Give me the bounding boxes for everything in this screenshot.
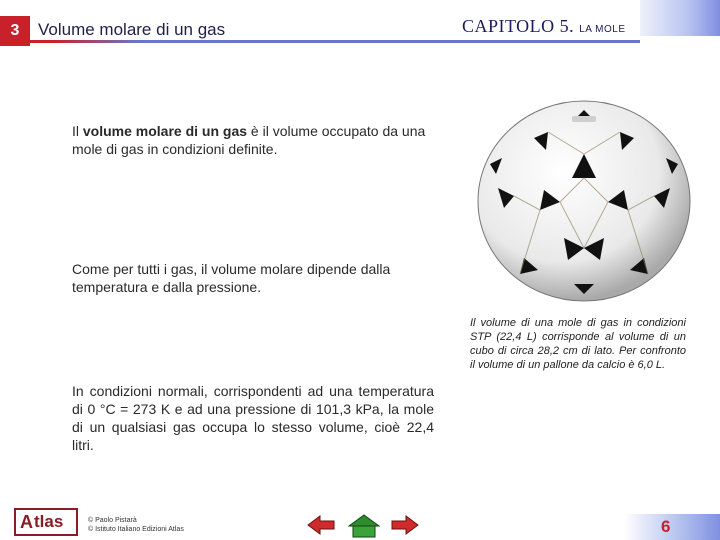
credit-publisher: © Istituto Italiano Edizioni Atlas xyxy=(88,526,184,533)
paragraph-definition xyxy=(72,122,442,158)
header-corner-decoration xyxy=(640,0,720,36)
paragraph-dependence: Come per tutti i gas, il volume molare dipende dalla temperatura e dalla pressione. xyxy=(72,261,391,295)
paragraph-definition-rest: è il volume occupato da una mole di gas in condizioni definite. xyxy=(72,123,426,157)
next-slide-arrow-icon[interactable] xyxy=(390,514,420,536)
copyright-credits xyxy=(88,516,184,534)
paragraph-standard-conditions: In condizioni normali, corrispondenti ad una temperatura di 0 °C = 273 K e ad una pressione di 101,3 kPa, la mole di un qualsiasi gas occupa lo stesso volume, cioè 22,4 litri. xyxy=(72,383,434,453)
header-divider xyxy=(30,40,640,43)
home-icon[interactable] xyxy=(348,514,380,538)
figure-caption: Il volume di una mole di gas in condizioni STP (22,4 L) corrisponde al volume di un cubo di circa 28,2 cm di lato. Per confronto il volume di un pallone da calcio è 6,0 L. xyxy=(470,317,686,371)
chapter-heading xyxy=(462,16,626,37)
soccer-ball-image xyxy=(468,98,700,304)
page-number-box xyxy=(624,514,720,540)
atlas-logo xyxy=(14,508,78,536)
atlas-logo-text: tlas xyxy=(34,512,64,531)
chapter-subtitle: LA MOLE xyxy=(579,24,626,35)
slide-number-badge: 3 xyxy=(0,16,30,46)
paragraph-definition-term: volume molare di un gas xyxy=(82,123,248,139)
credit-author: © Paolo Pistarà xyxy=(88,517,137,524)
slide-title: Volume molare di un gas xyxy=(38,20,226,39)
atlas-logo-mark: A xyxy=(20,511,33,532)
chapter-label: CAPITOLO 5. xyxy=(462,16,575,36)
paragraph-definition-intro: Il xyxy=(72,123,83,139)
previous-slide-arrow-icon[interactable] xyxy=(306,514,336,536)
page-number: 6 xyxy=(661,517,671,536)
